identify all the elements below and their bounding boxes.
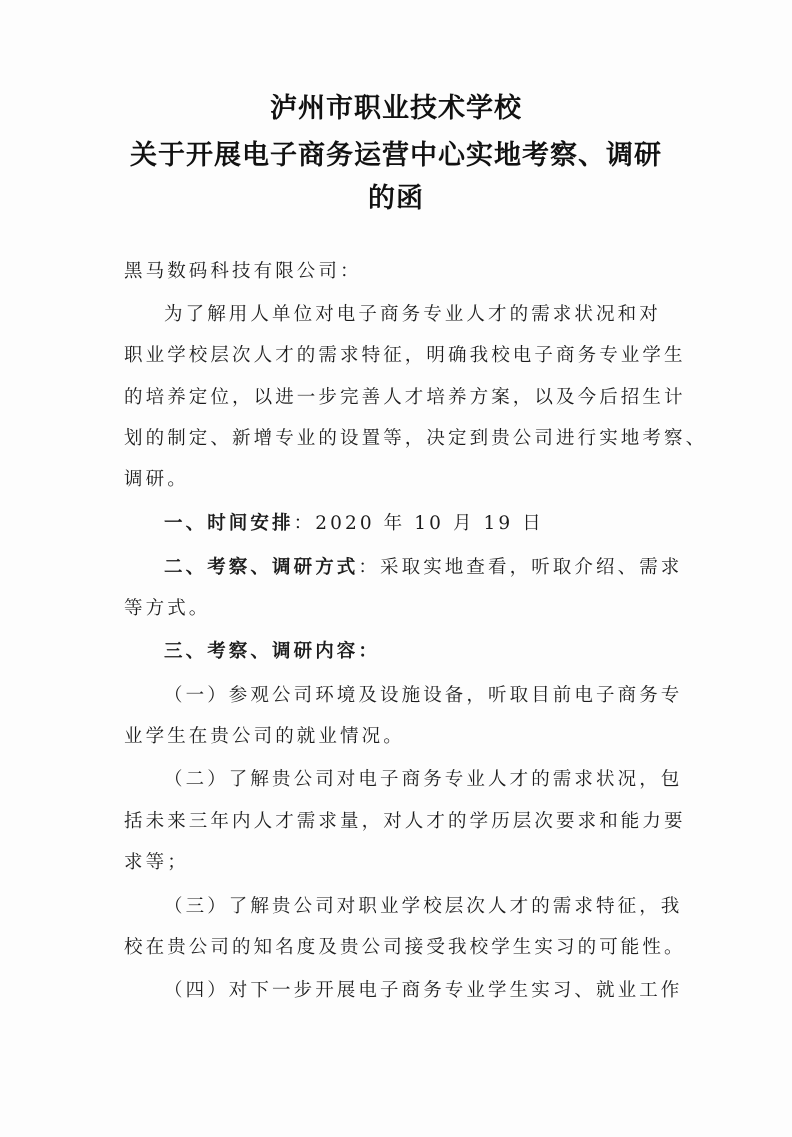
item-2-line-1: （二）了解贵公司对电子商务专业人才的需求状况，包 xyxy=(164,769,683,790)
item-4-line-1: （四）对下一步开展电子商务专业学生实习、就业工作 xyxy=(164,980,683,1001)
doc-title-line-1: 泸州市职业技术学校 xyxy=(270,93,522,124)
intro-line-2: 职业学校层次人才的需求特征，明确我校电子商务专业学生 xyxy=(124,345,686,366)
section-2 xyxy=(164,553,724,579)
intro-line-3: 的培养定位，以进一步完善人才培养方案，以及今后招生计 xyxy=(124,387,686,408)
section-1-label: 一、时间安排 xyxy=(164,513,294,534)
section-2-value: ：采取实地查看，听取介绍、需求 xyxy=(358,557,683,578)
item-1-line-2: 业学生在贵公司的就业情况。 xyxy=(124,726,405,747)
intro-line-4: 划的制定、新增专业的设置等，决定到贵公司进行实地考察、 xyxy=(124,428,708,449)
intro-line-1: 为了解用人单位对电子商务专业人才的需求状况和对 xyxy=(164,304,661,325)
section-3-heading: 三、考察、调研内容： xyxy=(164,641,381,662)
item-3-line-1: （三）了解贵公司对职业学校层次人才的需求特征，我 xyxy=(164,896,683,917)
item-3-line-2: 校在贵公司的知名度及贵公司接受我校学生实习的可能性。 xyxy=(124,937,686,958)
section-2-line-2: 等方式。 xyxy=(124,598,211,619)
salutation: 黑马数码科技有限公司： xyxy=(124,261,362,282)
item-2-line-2: 括未来三年内人才需求量，对人才的学历层次要求和能力要 xyxy=(124,811,686,832)
item-2-line-3: 求等； xyxy=(124,852,189,873)
intro-line-5: 调研。 xyxy=(124,469,189,490)
section-2-label: 二、考察、调研方式 xyxy=(164,557,359,578)
section-1-value: ：2020 年 10 月 19 日 xyxy=(293,513,544,534)
doc-title-line-2: 关于开展电子商务运营中心实地考察、调研 xyxy=(130,140,662,171)
doc-title-line-3: 的函 xyxy=(368,183,424,214)
section-1 xyxy=(164,509,724,535)
item-1-line-1: （一）参观公司环境及设施设备，听取目前电子商务专 xyxy=(164,685,683,706)
